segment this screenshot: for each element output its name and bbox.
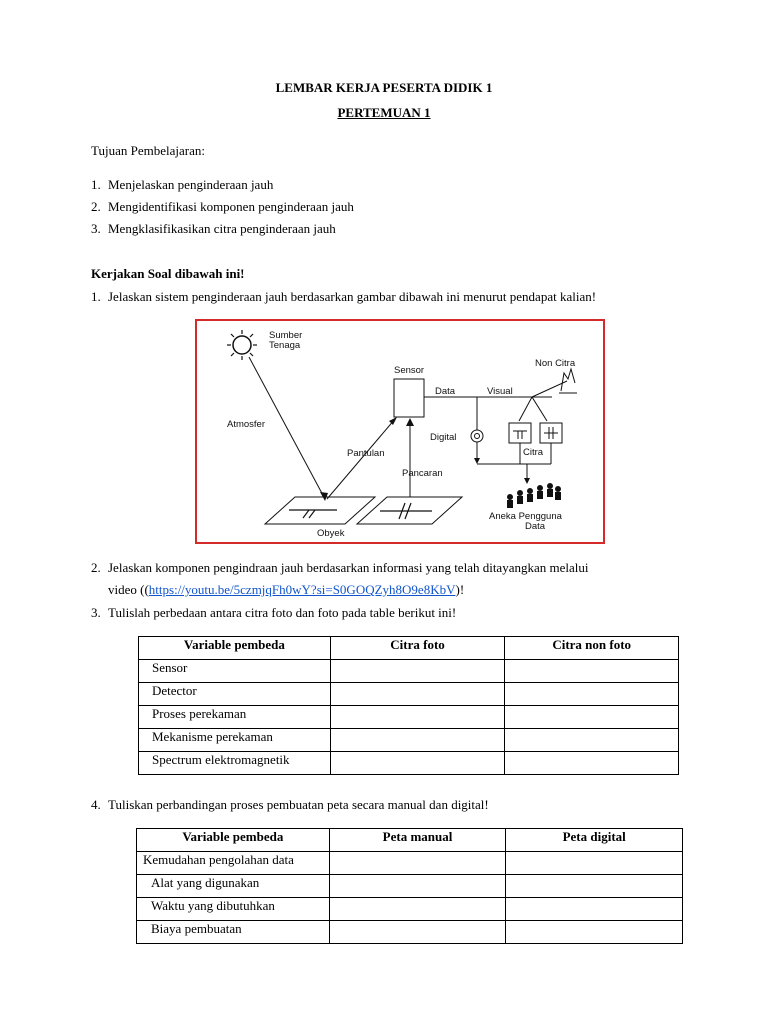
label-sumber: Sumber [269, 330, 303, 341]
remote-sensing-diagram [195, 319, 605, 544]
answer-cell[interactable] [329, 875, 506, 898]
objective-text: Mengklasifikasikan citra penginderaan jauh [108, 221, 336, 236]
label-aneka-pengguna: Aneka Pengguna [489, 511, 562, 522]
sun-icon [227, 330, 257, 360]
answer-cell[interactable] [505, 706, 679, 729]
reflection-ray [327, 419, 395, 499]
table-header-row [137, 829, 683, 852]
answer-cell[interactable] [506, 921, 683, 944]
table-header-row [139, 637, 679, 660]
column-header: Peta digital [506, 829, 683, 852]
label-digital: Digital [430, 432, 457, 443]
label-visual: Visual [487, 386, 513, 397]
column-header: Variable pembeda [139, 637, 331, 660]
question-text: Jelaskan komponen pengindraan jauh berdasarkan informasi yang telah ditayangkan melalui [108, 560, 589, 575]
question-2 [91, 560, 588, 576]
row-label: Mekanisme perekaman [139, 729, 331, 752]
question-4 [91, 797, 489, 813]
question-number: 4. [91, 797, 101, 812]
question-2-line-2 [108, 582, 464, 598]
label-obyek: Obyek [317, 528, 345, 539]
table-row [137, 921, 683, 944]
answer-cell[interactable] [330, 706, 505, 729]
question-text: Jelaskan sistem penginderaan jauh berdasarkan gambar dibawah ini menurut pendapat kalian! [108, 289, 597, 304]
subtitle-text: PERTEMUAN 1 [337, 105, 431, 120]
question-number: 2. [91, 560, 101, 575]
question-text: Tuliskan perbandingan proses pembuatan peta secara manual dan digital! [108, 797, 489, 812]
sensor-box [394, 379, 424, 417]
table-row [139, 706, 679, 729]
objectives-label: Tujuan Pembelajaran: [91, 143, 205, 158]
table-row [137, 898, 683, 921]
objective-number: 1. [91, 177, 101, 192]
question-number: 1. [91, 289, 101, 304]
users-group-icon [507, 483, 561, 508]
row-label: Alat yang digunakan [137, 875, 330, 898]
row-label: Proses perekaman [139, 706, 331, 729]
row-label: Spectrum elektromagnetik [139, 752, 331, 775]
answer-cell[interactable] [506, 898, 683, 921]
column-header: Variable pembeda [137, 829, 330, 852]
row-label: Detector [139, 683, 331, 706]
row-label: Sensor [139, 660, 331, 683]
table-row [137, 852, 683, 875]
table-row [139, 660, 679, 683]
table-row [139, 752, 679, 775]
label-data: Data [435, 386, 456, 397]
row-label: Waktu yang dibutuhkan [137, 898, 330, 921]
page-subtitle [0, 105, 768, 121]
video-suffix: )! [455, 582, 465, 597]
answer-cell[interactable] [506, 852, 683, 875]
column-header: Citra non foto [505, 637, 679, 660]
page-title: LEMBAR KERJA PESERTA DIDIK 1 [275, 80, 493, 95]
column-header: Peta manual [329, 829, 506, 852]
answer-cell[interactable] [330, 752, 505, 775]
row-label: Kemudahan pengolahan data [137, 852, 330, 875]
video-prefix: video (( [108, 582, 149, 597]
objective-item [91, 199, 354, 215]
objective-item [91, 221, 336, 237]
answer-cell[interactable] [329, 852, 506, 875]
answer-cell[interactable] [505, 752, 679, 775]
citra-image-1-icon [509, 423, 531, 443]
label-citra: Citra [523, 447, 544, 458]
label-pancaran: Pancaran [402, 468, 443, 479]
table-row [139, 729, 679, 752]
table-citra-comparison [138, 636, 679, 775]
row-label: Biaya pembuatan [137, 921, 330, 944]
objective-item [91, 177, 273, 193]
question-number: 3. [91, 605, 101, 620]
answer-cell[interactable] [505, 729, 679, 752]
digital-node-icon [471, 430, 483, 442]
objective-number: 3. [91, 221, 101, 236]
label-sensor: Sensor [394, 365, 425, 376]
answer-cell[interactable] [506, 875, 683, 898]
label-non-citra: Non Citra [535, 358, 576, 369]
table-row [137, 875, 683, 898]
label-pantulan: Pantulan [347, 448, 385, 459]
tasks-heading: Kerjakan Soal dibawah ini! [91, 266, 245, 281]
label-atmosfer: Atmosfer [227, 419, 266, 430]
objective-text: Mengidentifikasi komponen penginderaan jauh [108, 199, 354, 214]
objective-number: 2. [91, 199, 101, 214]
non-citra-graph-icon [561, 369, 575, 391]
answer-cell[interactable] [505, 683, 679, 706]
column-header: Citra foto [330, 637, 505, 660]
answer-cell[interactable] [329, 898, 506, 921]
question-text: Tulislah perbedaan antara citra foto dan foto pada table berikut ini! [108, 605, 457, 620]
diagram-svg [197, 321, 603, 542]
answer-cell[interactable] [330, 729, 505, 752]
question-3 [91, 605, 456, 621]
objective-text: Menjelaskan penginderaan jauh [108, 177, 274, 192]
answer-cell[interactable] [505, 660, 679, 683]
video-link[interactable]: https://youtu.be/5czmjqFh0wY?si=S0GOQZyh8O9e8KbV [148, 582, 456, 597]
label-data-2: Data [525, 521, 546, 532]
question-1 [91, 289, 596, 305]
label-tenaga: Tenaga [269, 340, 301, 351]
answer-cell[interactable] [329, 921, 506, 944]
table-map-comparison [136, 828, 683, 944]
table-row [139, 683, 679, 706]
answer-cell[interactable] [330, 660, 505, 683]
answer-cell[interactable] [330, 683, 505, 706]
